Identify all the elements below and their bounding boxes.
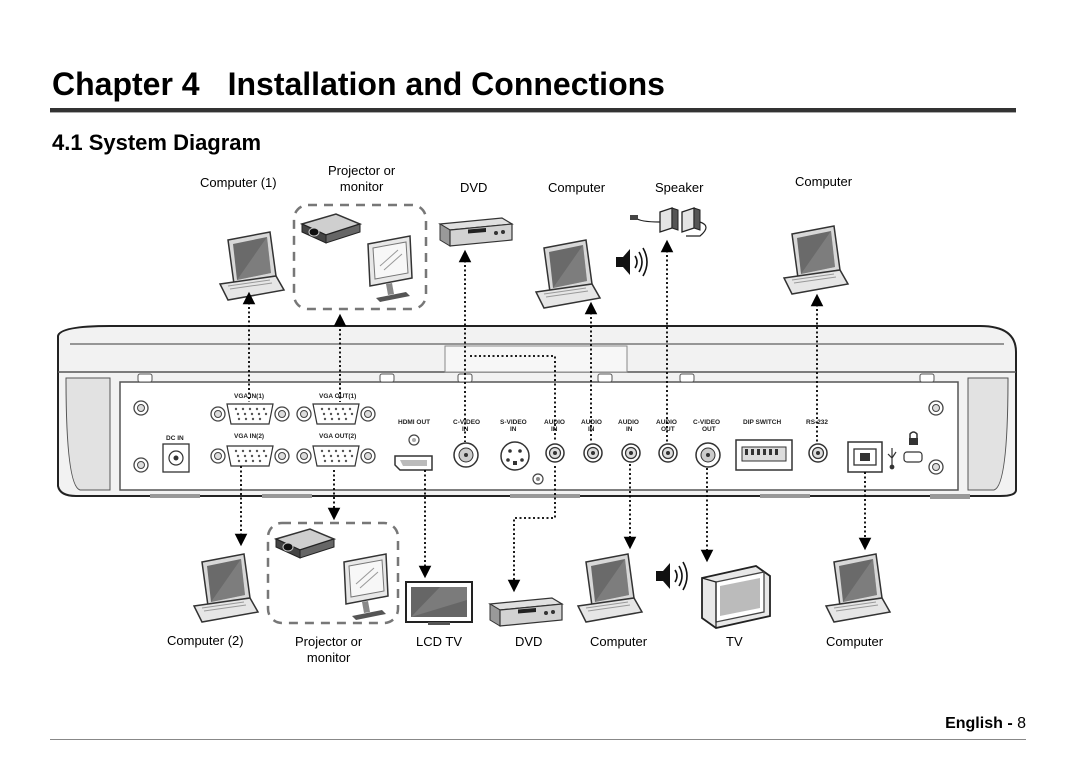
label-computer-bottom: Computer xyxy=(590,634,648,649)
label-dvd-top: DVD xyxy=(460,180,488,195)
svg-text:OUT: OUT xyxy=(661,426,675,433)
port-label-dip-switch: DIP SWITCH xyxy=(743,419,782,426)
label-computer-right-bottom: Computer xyxy=(826,634,884,649)
computer-laptop-icon xyxy=(536,240,600,308)
label-projector-bottom: Projector or monitor xyxy=(295,634,363,665)
section-title: 4.1 System Diagram xyxy=(52,130,262,155)
audio-out-jack xyxy=(659,444,677,462)
projector-icon xyxy=(276,529,334,558)
port-label-audio-in-b: AUDIO xyxy=(581,419,602,426)
vga-in1-port xyxy=(227,404,273,424)
label-dvd-bottom: DVD xyxy=(515,634,543,649)
label-tv: TV xyxy=(726,634,743,649)
audio-in-a-jack xyxy=(546,444,564,462)
audio-in-c-jack xyxy=(622,444,640,462)
monitor-icon xyxy=(344,554,388,620)
monitor-icon xyxy=(368,236,412,302)
port-label-rs232: RS-232 xyxy=(806,419,829,426)
screw-icon xyxy=(134,458,148,472)
chapter-title: Installation and Connections xyxy=(227,66,665,102)
port-label-vga-out2: VGA OUT(2) xyxy=(319,433,357,440)
port-label-dc-in: DC IN xyxy=(166,435,184,442)
lcd-tv-icon xyxy=(406,582,472,625)
label-computer-right-top: Computer xyxy=(795,174,853,189)
svg-text:IN: IN xyxy=(462,426,469,433)
port-label-audio-out: AUDIO xyxy=(656,419,677,426)
port-label-vga-out1: VGA OUT(1) xyxy=(319,393,357,400)
label-computer-2: Computer (2) xyxy=(167,633,244,648)
speaker-sound-icon xyxy=(656,562,687,590)
projector-icon xyxy=(302,214,360,243)
dvd-icon xyxy=(440,218,512,246)
svg-text:IN: IN xyxy=(626,426,633,433)
tv-icon xyxy=(702,566,770,628)
port-label-svideo-in: S-VIDEO xyxy=(500,419,527,426)
speaker-icon xyxy=(630,208,706,236)
vga-out2-port xyxy=(313,446,359,466)
screw-icon xyxy=(929,460,943,474)
audio-in-b-jack xyxy=(584,444,602,462)
port-label-cvideo-out: C-VIDEO xyxy=(693,419,721,426)
page-number: 8 xyxy=(1017,715,1026,732)
computer-right-laptop-icon xyxy=(784,226,848,294)
screw-icon xyxy=(929,401,943,415)
svg-text:IN: IN xyxy=(551,426,558,433)
port-label-cvideo-in: C-VIDEO xyxy=(453,419,481,426)
rs232-jack xyxy=(809,444,827,462)
vga-out1-port xyxy=(313,404,359,424)
computer-2-laptop-icon xyxy=(194,554,258,622)
label-lcd-tv: LCD TV xyxy=(416,634,462,649)
computer-right-laptop-icon xyxy=(826,554,890,622)
footer-separator: - xyxy=(1007,715,1013,732)
screw-icon xyxy=(134,401,148,415)
label-speaker: Speaker xyxy=(655,180,704,195)
speaker-sound-icon xyxy=(616,248,647,276)
chapter-number: Chapter 4 xyxy=(52,66,200,102)
computer-1-laptop-icon xyxy=(220,232,284,300)
footer-rule xyxy=(50,739,1026,740)
svideo-in-port xyxy=(501,442,529,470)
port-label-hdmi-out: HDMI OUT xyxy=(398,419,431,426)
computer-laptop-icon xyxy=(578,554,642,622)
page-footer xyxy=(945,715,1026,733)
port-label-audio-in-c: AUDIO xyxy=(618,419,639,426)
svg-text:IN: IN xyxy=(510,426,517,433)
dvd-icon xyxy=(490,598,562,626)
label-computer-1: Computer (1) xyxy=(200,175,277,190)
port-label-vga-in1: VGA IN(1) xyxy=(234,393,265,400)
label-projector-top: Projector or monitor xyxy=(328,163,396,194)
vga-in2-port xyxy=(227,446,273,466)
svg-text:IN: IN xyxy=(588,426,595,433)
label-computer-top: Computer xyxy=(548,180,606,195)
footer-language: English xyxy=(945,715,1003,732)
kensington-slot xyxy=(904,452,922,462)
port-label-audio-in-a: AUDIO xyxy=(544,419,565,426)
svg-text:OUT: OUT xyxy=(702,426,716,433)
port-label-vga-in2: VGA IN(2) xyxy=(234,433,265,440)
document-camera-base xyxy=(58,326,1016,499)
